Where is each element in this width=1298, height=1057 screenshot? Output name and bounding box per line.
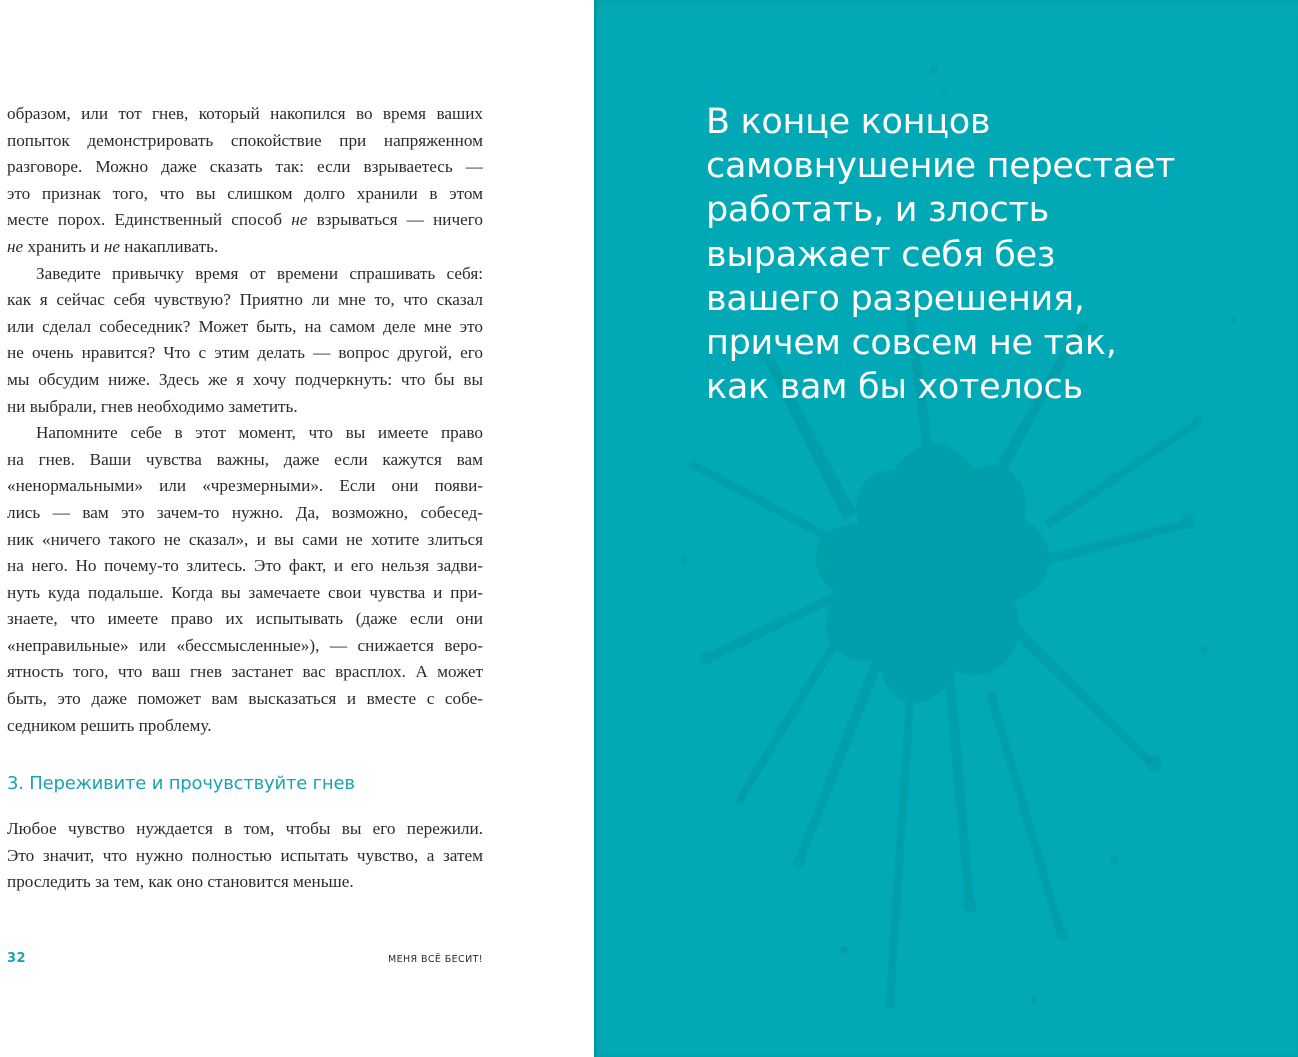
text-line: Заведите привычку время от времени спрашивать себя: <box>36 263 483 283</box>
quote-line: как вам бы хотелось <box>706 367 1083 408</box>
text-line: мы обсудим ниже. Здесь же я хочу подчеркнуть: что бы вы <box>7 369 483 389</box>
quote-line: выражает себя без <box>706 234 1056 275</box>
text-line-with-italic: месте порох. Единственный способ не взрываться — ничего <box>7 210 483 230</box>
text-line: образом, или тот гнев, который накопился во время ваших <box>7 104 483 123</box>
quote-line: работать, и злость <box>706 190 1049 231</box>
text-line: как я сейчас себя чувствую? Приятно ли мне то, что сказал <box>7 290 483 310</box>
text-line-with-italic: не хранить и не накапливать. <box>7 236 219 256</box>
quote-line: самовнушение перестает <box>706 146 1176 187</box>
running-book-title: МЕНЯ ВСЁ БЕСИТ! <box>387 954 483 965</box>
text-line: на гнев. Ваши чувства важны, даже если кажутся вам <box>7 449 483 469</box>
text-line: нуть куда подальше. Когда вы замечаете свои чувства и при- <box>7 582 483 602</box>
text-line: ник «ничего такого не сказал», и вы сами не хотите злиться <box>7 529 483 549</box>
right-page-quote-panel <box>594 0 1298 1057</box>
pull-quote <box>706 100 1266 409</box>
text-line: или сделал собеседник? Может быть, на самом деле мне это <box>7 316 483 336</box>
text-line: ятность того, что ваш гнев застанет вас врасплох. А может <box>7 662 483 682</box>
text-line: «ненормальными» или «чрезмерными». Если они появи- <box>7 476 483 496</box>
quote-line: В конце концов <box>706 102 991 142</box>
left-page <box>0 0 594 1057</box>
text-line: Напомните себе в этот момент, что вы имеете право <box>36 423 483 443</box>
quote-line: вашего разрешения, <box>706 278 1085 319</box>
text-line: разговоре. Можно даже сказать так: если взрываетесь — <box>7 157 483 177</box>
text-line: быть, это даже поможет вам высказаться и вместе с собе- <box>7 689 483 709</box>
text-line: не очень нравится? Что с этим делать — вопрос другой, его <box>7 343 483 363</box>
text-line: «неправильные» или «бессмысленные»), — снижается веро- <box>7 635 483 655</box>
text-line: проследить за тем, как оно становится меньше. <box>7 872 354 892</box>
section-heading: 3. Переживите и прочувствуйте гнев <box>7 773 355 794</box>
text-line: Любое чувство нуждается в том, чтобы вы его пережили. <box>7 819 483 838</box>
text-line: лись — вам это зачем-то нужно. Да, возможно, собесед- <box>7 502 483 522</box>
text-line: ни выбрали, гнев необходимо заметить. <box>7 396 298 416</box>
text-line: попыток демонстрировать спокойствие при напряженном <box>7 130 483 150</box>
quote-line: причем совсем не так, <box>706 323 1117 364</box>
text-line: Это значит, что нужно полностью испытать чувство, а затем <box>7 845 483 865</box>
text-line: это признак того, что вы слишком долго хранили в этом <box>7 183 483 203</box>
text-line: седником решить проблему. <box>7 715 212 735</box>
page-number: 32 <box>7 951 27 966</box>
text-line: на него. Но почему-то злитесь. Это факт, и его нельзя задви- <box>7 556 483 576</box>
text-line: знаете, что имеете право их испытывать (даже если они <box>7 609 483 629</box>
body-text-block-1 <box>7 101 483 739</box>
body-text-block-2 <box>7 816 483 896</box>
